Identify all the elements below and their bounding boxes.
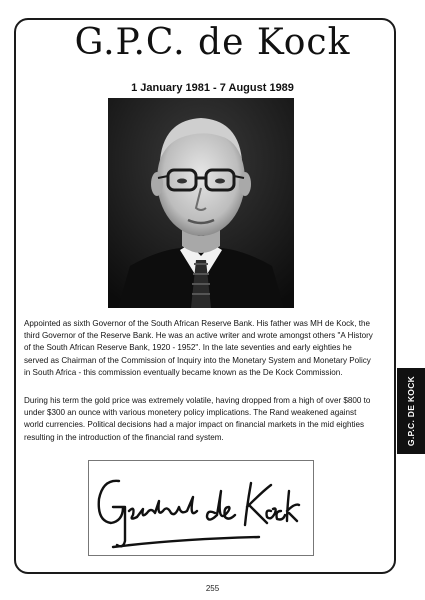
portrait-photo — [108, 98, 294, 308]
signature-icon — [89, 461, 313, 555]
signature-box — [88, 460, 314, 556]
term-dates: 1 January 1981 - 7 August 1989 — [131, 82, 294, 94]
side-tab-label: G.P.C. DE KOCK — [406, 375, 416, 447]
bio-paragraph-appointment: Appointed as sixth Governor of the South African Reserve Bank. His father was MH de Kock, the third Governor of the Reserve Bank. He was an active writer and wrote amongst others "A History of the South African Reserve Bank, 1920 - 1952". In the late seventies and early eighties he served as Chairman of the Commission of Inquiry into the Monetary System and Monetary Policy in South Africa - this commission eventually became known as the De Kock Commission. — [24, 319, 373, 377]
bio-paragraph-term: During his term the gold price was extremely volatile, having dropped from a high of over $800 to under $300 an ounce with various monetery policy implications. The Rand weakened against world currencies. Political decisions had a major impact on financial markets in the mid eighties resulting in the introduction of the financial rand system. — [24, 396, 371, 442]
portrait-illustration — [108, 98, 294, 308]
side-tab — [397, 368, 425, 454]
page-number: 255 — [205, 584, 220, 593]
page-title: G.P.C. de Kock — [74, 22, 351, 63]
